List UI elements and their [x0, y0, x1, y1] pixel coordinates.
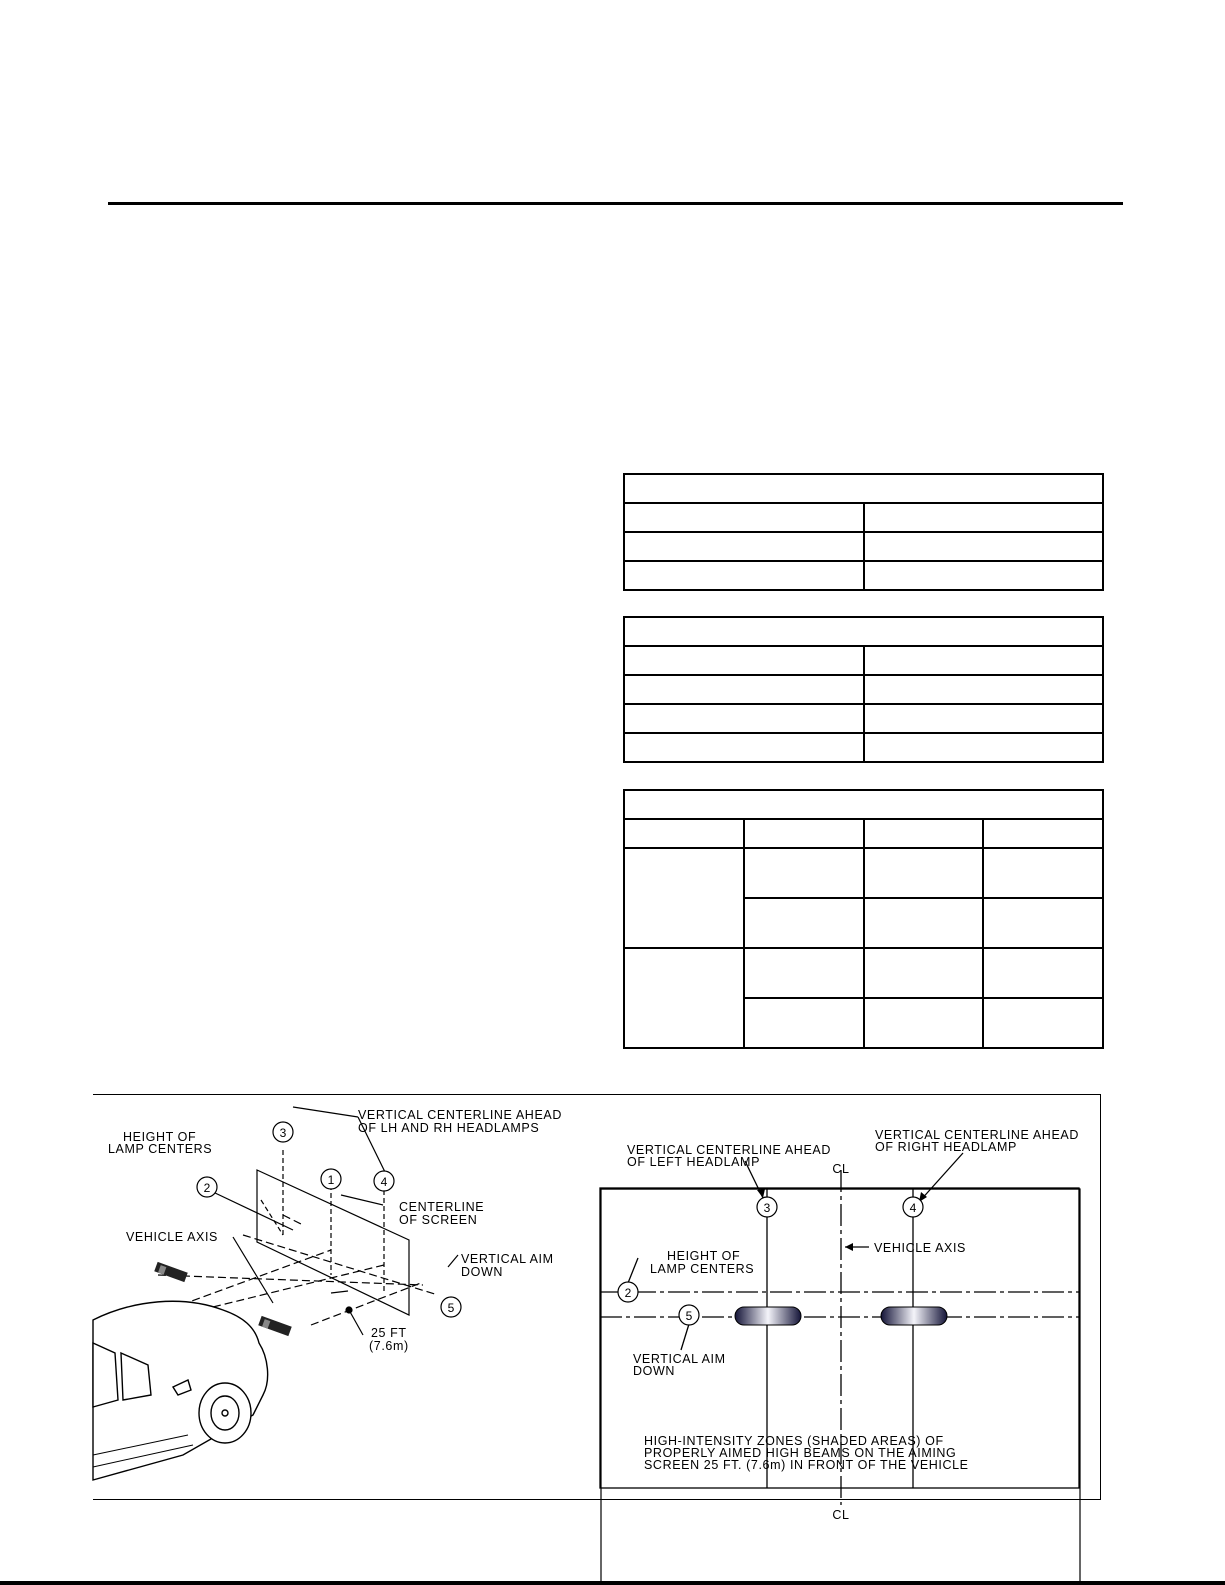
aiming-screen-rect-final [600, 1188, 1079, 1585]
label-vertical-aim-2: DOWN [461, 1265, 503, 1279]
header-rule [108, 202, 1123, 205]
table-cell [864, 733, 1104, 762]
aiming-screen-border-rect [600, 1188, 1079, 1585]
callout-1: 1 [327, 1173, 335, 1187]
table-cell [864, 561, 1104, 590]
label-distance: 25 FT [371, 1326, 407, 1340]
aiming-screen-rect-visible [600, 1188, 1079, 1585]
screen-rect-main [600, 1188, 1080, 1585]
label-height-lamp-centers-2: LAMP CENTERS [108, 1142, 213, 1156]
table-cell [864, 503, 1104, 532]
headlamp-aiming-figure [93, 1094, 1101, 1522]
table-cell [624, 733, 864, 762]
table-cell [624, 819, 744, 848]
table-cell [864, 704, 1104, 733]
car-illustration [93, 1301, 268, 1480]
label-vertical-centerline-2: OF LH AND RH HEADLAMPS [358, 1121, 540, 1135]
spec-table-2 [623, 616, 1104, 763]
label-vertical-aim: VERTICAL AIM [461, 1252, 554, 1266]
table-cell [864, 819, 984, 848]
table-cell [744, 819, 864, 848]
headlamp-left-unit [154, 1262, 187, 1282]
label-centerline-screen: CENTERLINE [399, 1200, 485, 1214]
label-vertical-centerline: VERTICAL CENTERLINE AHEAD [358, 1108, 562, 1122]
centerline-symbol-bottom: CL [832, 1508, 850, 1522]
table-cell [624, 704, 864, 733]
caption-line-2: PROPERLY AIMED HIGH BEAMS ON THE AIMING [644, 1446, 957, 1460]
label-distance-2: (7.6m) [369, 1339, 409, 1353]
caption-line-3: SCREEN 25 FT. (7.6m) IN FRONT OF THE VEHICLE [644, 1458, 969, 1472]
label-right-vehicle-axis: VEHICLE AXIS [874, 1241, 966, 1255]
table-cell [744, 948, 864, 998]
table-title-cell [624, 790, 1103, 819]
table-cell [744, 848, 864, 898]
callout-2: 2 [203, 1181, 211, 1195]
callout-5: 5 [447, 1301, 455, 1315]
screen-bounding [600, 1188, 1080, 1585]
right-screen-rectangle [600, 1188, 1079, 1585]
table-cell [744, 898, 864, 948]
table-cell [624, 675, 864, 704]
table-cell [864, 675, 1104, 704]
spec-table-3 [623, 789, 1104, 1049]
screen-rect-outline [600, 1188, 1080, 1585]
right-callout-2: 2 [624, 1286, 632, 1300]
aiming-screen-frame-drawn [600, 1188, 1079, 1585]
aiming-screen-frame-real [600, 1188, 1079, 1585]
table-cell [624, 561, 864, 590]
aiming-screen-shown [600, 1188, 1079, 1585]
aiming-screen-visible-rect [600, 1188, 1079, 1585]
high-intensity-zone-right [881, 1307, 947, 1325]
table-cell [864, 998, 984, 1048]
table-title-cell [624, 474, 1103, 503]
aiming-screen-outline-rect [600, 1188, 1079, 1585]
centerline-symbol-top: CL [832, 1162, 850, 1176]
aiming-screen-shown-rect [600, 1188, 1079, 1585]
label-right-vertical-aim: VERTICAL AIM [633, 1352, 726, 1366]
right-callout-4: 4 [909, 1201, 917, 1215]
aiming-screen-box-visible [600, 1188, 1079, 1585]
label-right-height-2: LAMP CENTERS [650, 1262, 755, 1276]
spec-table-1 [623, 473, 1104, 591]
caption-line-1: HIGH-INTENSITY ZONES (SHADED AREAS) OF [644, 1434, 944, 1448]
table-cell [624, 848, 744, 948]
table-cell [624, 503, 864, 532]
table-cell [864, 532, 1104, 561]
table-cell [864, 948, 984, 998]
label-left-headlamp: VERTICAL CENTERLINE AHEAD [627, 1143, 831, 1157]
screen-frame [600, 1188, 1079, 1585]
table-cell [624, 532, 864, 561]
label-right-vertical-aim-2: DOWN [633, 1364, 675, 1378]
label-right-height: HEIGHT OF [667, 1249, 741, 1263]
label-height-lamp-centers: HEIGHT OF [123, 1130, 197, 1144]
table-cell [864, 898, 984, 948]
label-centerline-screen-2: OF SCREEN [399, 1213, 478, 1227]
right-callout-5: 5 [685, 1309, 693, 1323]
table-cell [744, 998, 864, 1048]
callout-4: 4 [380, 1175, 388, 1189]
label-right-headlamp: VERTICAL CENTERLINE AHEAD [875, 1128, 1079, 1142]
table-cell [983, 819, 1103, 848]
label-vehicle-axis: VEHICLE AXIS [126, 1230, 218, 1244]
table-cell [983, 848, 1103, 898]
table-cell [864, 646, 1104, 675]
aiming-screen-drawn-rect [600, 1188, 1079, 1585]
table-title-cell [624, 617, 1103, 646]
table-cell [983, 898, 1103, 948]
table-cell [983, 948, 1103, 998]
table-cell [864, 848, 984, 898]
callout-3: 3 [279, 1126, 287, 1140]
aiming-screen-box-final [600, 1188, 1079, 1585]
label-left-headlamp-2: OF LEFT HEADLAMP [627, 1155, 761, 1169]
table-cell [983, 998, 1103, 1048]
right-callout-3: 3 [763, 1201, 771, 1215]
label-right-headlamp-2: OF RIGHT HEADLAMP [875, 1140, 1017, 1154]
table-cell [624, 948, 744, 1048]
high-intensity-zone-left [735, 1307, 801, 1325]
footer-rule [0, 1581, 1225, 1585]
table-cell [624, 646, 864, 675]
headlamp-right-unit [258, 1316, 291, 1336]
